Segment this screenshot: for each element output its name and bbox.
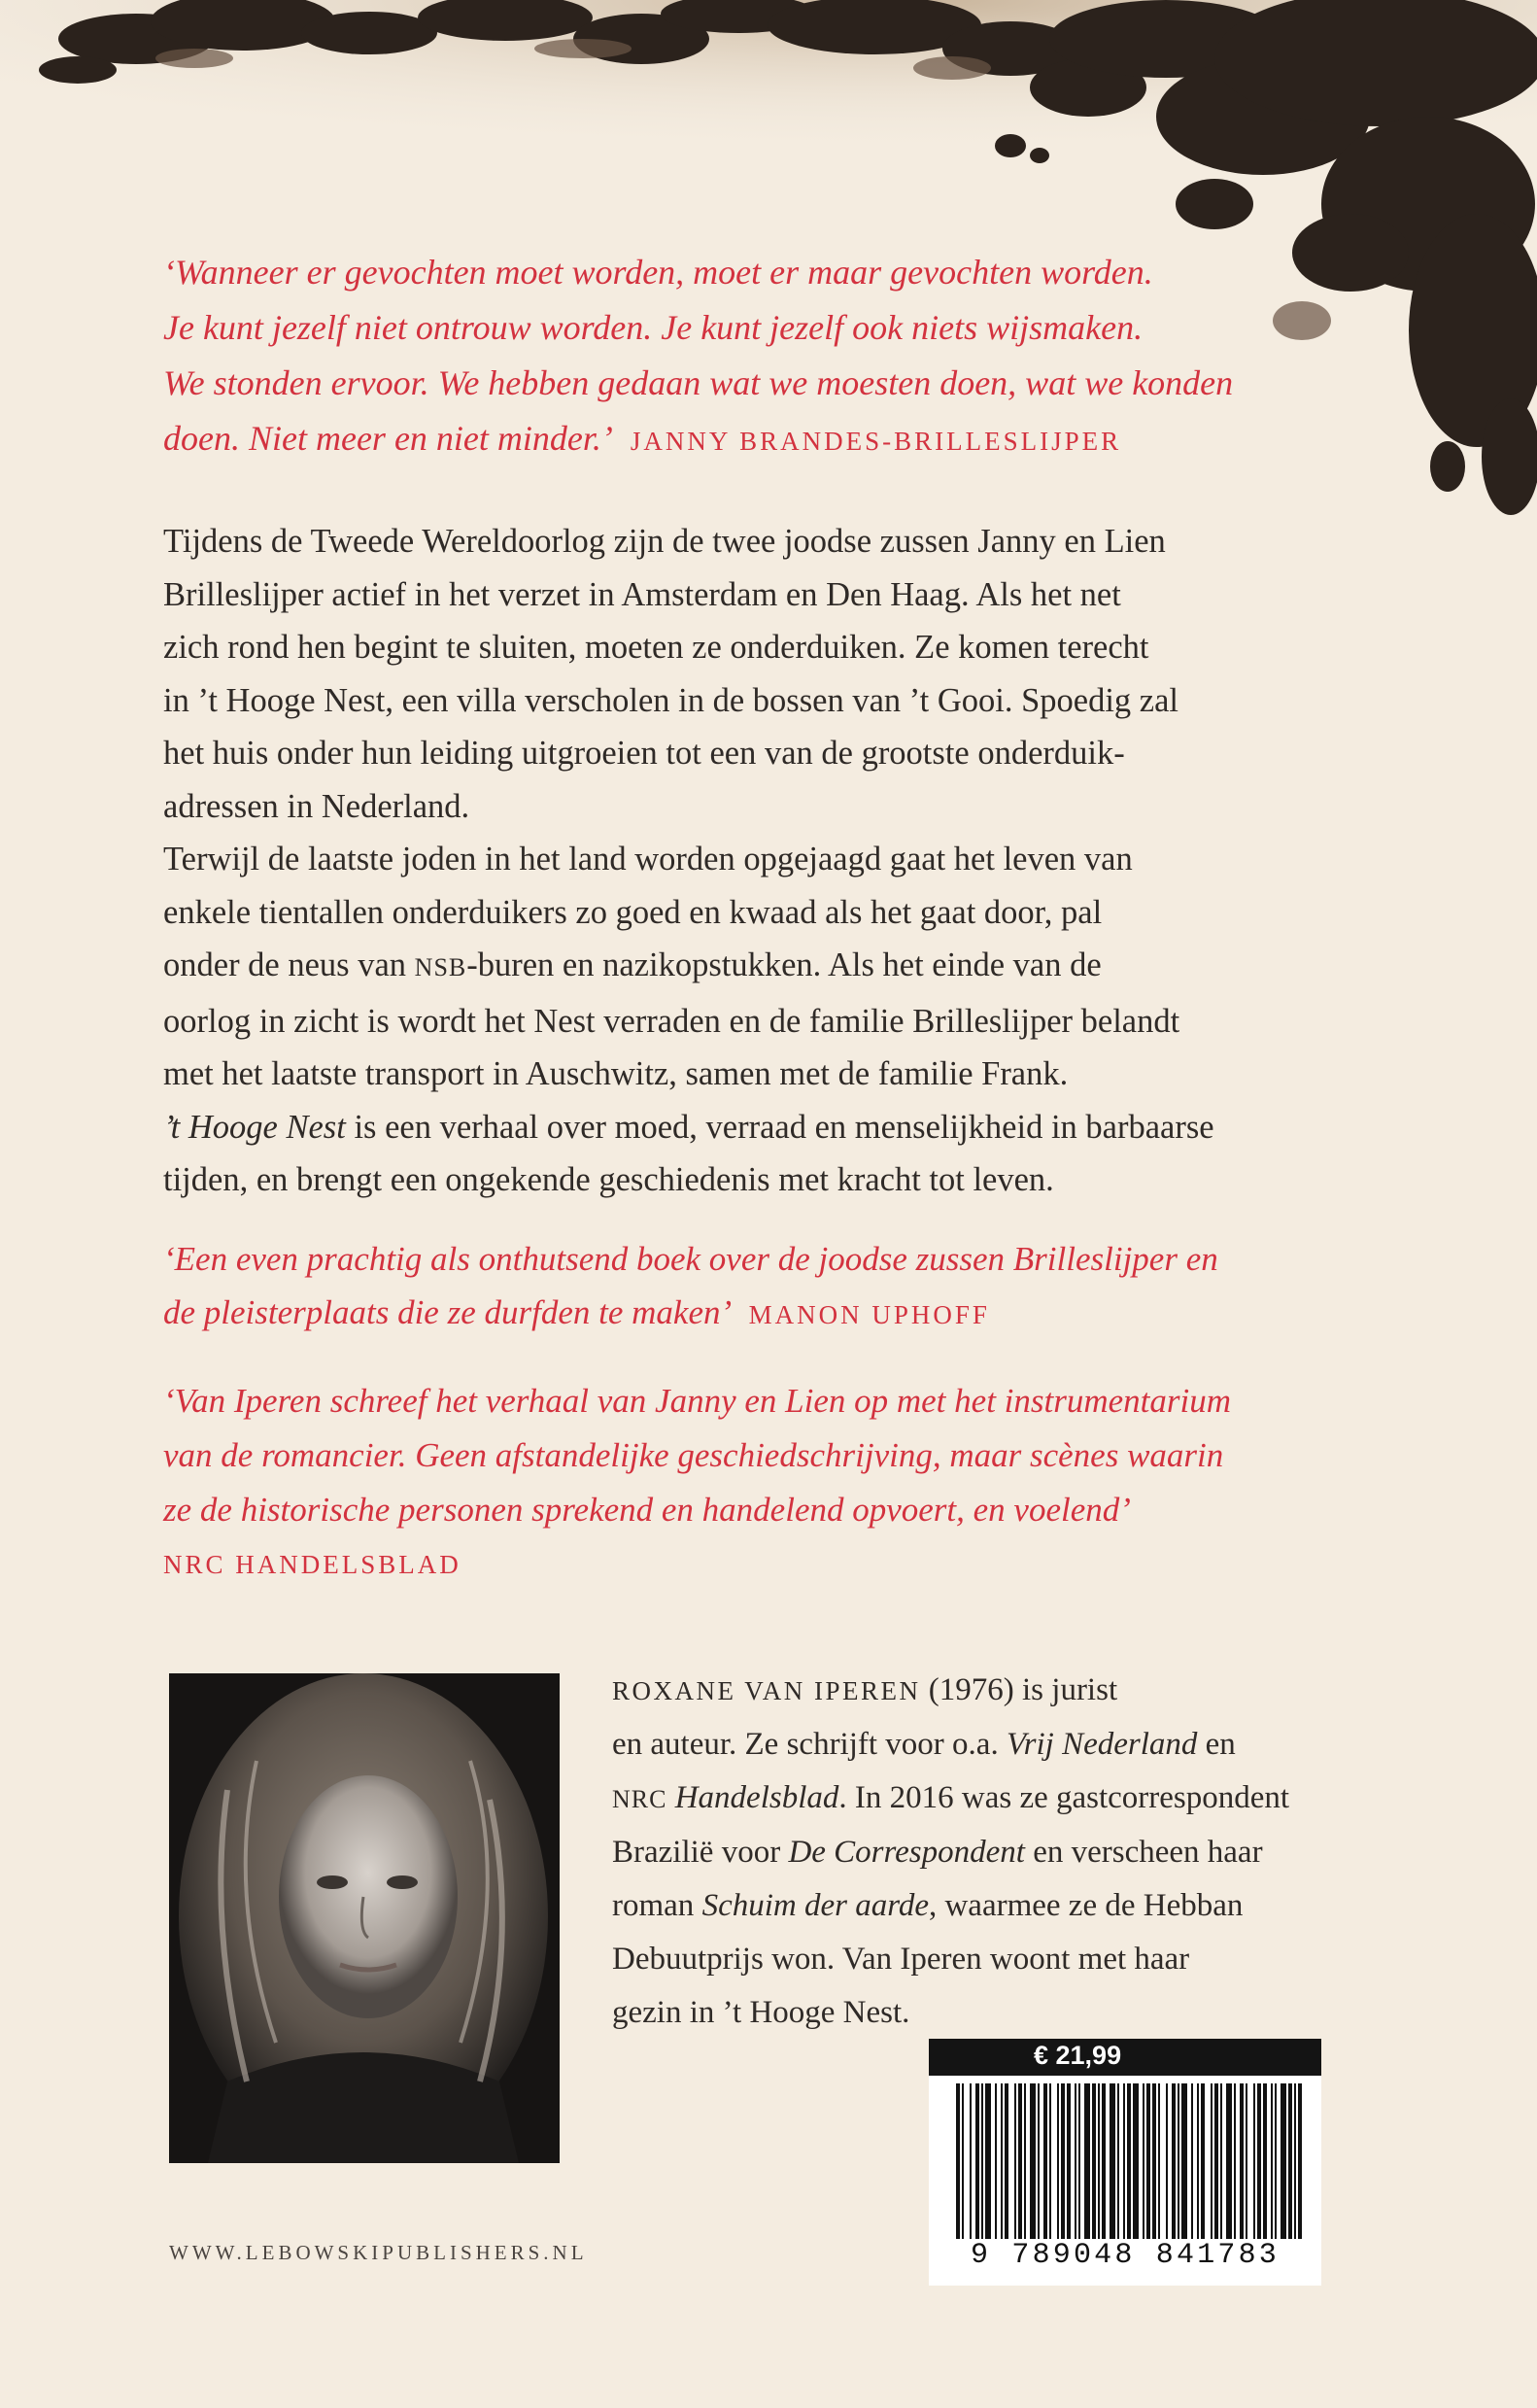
quote-line: We stonden ervoor. We hebben gedaan wat we moesten doen, wat we konden: [163, 363, 1234, 402]
quote-line: ze de historische personen sprekend en handelend opvoert, en voelend’: [163, 1491, 1131, 1529]
bio-italic: Handelsblad: [666, 1780, 839, 1815]
blurb-line: adressen in Nederland.: [163, 787, 470, 825]
bio-italic: Vrij Nederland: [1006, 1727, 1198, 1762]
author-portrait-image: [169, 1673, 560, 2163]
author-bio: [612, 1664, 1350, 2040]
blurb-line: oorlog in zicht is wordt het Nest verraden en de familie Brilleslijper belandt: [163, 1002, 1180, 1040]
bio-text: roman: [612, 1888, 702, 1923]
bio-text: (1976) is jurist: [920, 1672, 1118, 1707]
quote-line: ‘Wanneer er gevochten moet worden, moet er maar gevochten worden.: [163, 253, 1153, 292]
bio-italic: De Correspondent: [788, 1835, 1025, 1870]
book-title: ’t Hooge Nest: [163, 1108, 346, 1146]
author-photo: [169, 1673, 560, 2163]
quote-attribution: NRC HANDELSBLAD: [163, 1550, 461, 1579]
blurb-line: het huis onder hun leiding uitgroeien tot een van de grootste onderduik-: [163, 735, 1125, 772]
blurb-line: met het laatste transport in Auschwitz, samen met de familie Frank.: [163, 1055, 1069, 1092]
quote-line: ‘Een even prachtig als onthutsend boek over de joodse zussen Brilleslijper en: [163, 1240, 1218, 1278]
book-blurb: [163, 515, 1310, 1207]
barcode-label: [929, 2039, 1321, 2286]
blurb-line: in ’t Hooge Nest, een villa verscholen in de bossen van ’t Gooi. Spoedig zal: [163, 681, 1179, 719]
review-quote-uphoff: [163, 1232, 1368, 1342]
bio-text: , waarmee ze de Hebban: [928, 1888, 1244, 1923]
blurb-paragraph-3: [163, 1101, 1310, 1207]
publisher-website: WWW.LEBOWSKIPUBLISHERS.NL: [169, 2241, 588, 2264]
bio-text: Brazilië voor: [612, 1835, 789, 1870]
bio-small-caps: NRC: [612, 1785, 667, 1813]
bio-text: . In 2016 was ze gastcorrespondent: [838, 1780, 1290, 1815]
blurb-text: onder de neus van: [163, 946, 415, 983]
blurb-line: enkele tientallen onderduikers zo goed en kwaad als het gaat door, pal: [163, 893, 1103, 931]
price-bar: [929, 2039, 1321, 2076]
blurb-line: zich rond hen begint te sluiten, moeten ze onderduiken. Ze komen terecht: [163, 629, 1149, 666]
quote-line: [163, 1286, 1368, 1342]
quote-attribution: JANNY BRANDES-BRILLESLIJPER: [630, 427, 1122, 456]
quote-line: ‘Van Iperen schreef het verhaal van Janny en Lien op met het instrumentarium: [163, 1382, 1232, 1420]
quote-text: de pleisterplaats die ze durfden te maken’: [163, 1293, 733, 1331]
blurb-text: is een verhaal over moed, verraad en menselijkheid in barbaarse: [345, 1108, 1214, 1146]
blurb-line: tijden, en brengt een ongekende geschiedenis met kracht tot leven.: [163, 1161, 1054, 1198]
bio-italic: Schuim der aarde: [701, 1888, 929, 1923]
blurb-paragraph-1: [163, 515, 1310, 833]
barcode-bars: [956, 2083, 1306, 2239]
bio-text: gezin in ’t Hooge Nest.: [612, 1995, 910, 2030]
isbn-number: 9 789048 841783: [970, 2239, 1281, 2272]
bio-text: en: [1197, 1727, 1236, 1762]
blurb-line: Terwijl de laatste joden in het land worden opgejaagd gaat het leven van: [163, 841, 1133, 877]
blurb-line: Brilleslijper actief in het verzet in Amsterdam en Den Haag. Als het net: [163, 575, 1121, 613]
bio-text: en verscheen haar: [1024, 1835, 1263, 1870]
quote-line: [163, 411, 1368, 469]
blurb-paragraph-2: [163, 833, 1310, 1101]
blurb-text: -buren en nazikopstukken. Als het einde van de: [466, 946, 1102, 983]
quote-attribution: MANON UPHOFF: [748, 1300, 990, 1329]
blurb-line: Tijdens de Tweede Wereldoorlog zijn de twee joodse zussen Janny en Lien: [163, 523, 1166, 560]
quote-line: Je kunt jezelf niet ontrouw worden. Je kunt jezelf ook niets wijsmaken.: [163, 308, 1144, 347]
bio-text: Debuutprijs won. Van Iperen woont met haar: [612, 1942, 1190, 1977]
opening-quote: [163, 245, 1368, 469]
review-quote-nrc: [163, 1374, 1368, 1592]
blurb-small-caps: NSB: [414, 953, 467, 981]
bio-text: en auteur. Ze schrijft voor o.a.: [612, 1727, 1007, 1762]
quote-text: doen. Niet meer en niet minder.’: [163, 419, 613, 458]
author-name: ROXANE VAN IPEREN: [612, 1676, 921, 1705]
price: € 21,99: [1034, 2041, 1122, 2070]
quote-line: van de romancier. Geen afstandelijke geschiedschrijving, maar scènes waarin: [163, 1436, 1224, 1474]
